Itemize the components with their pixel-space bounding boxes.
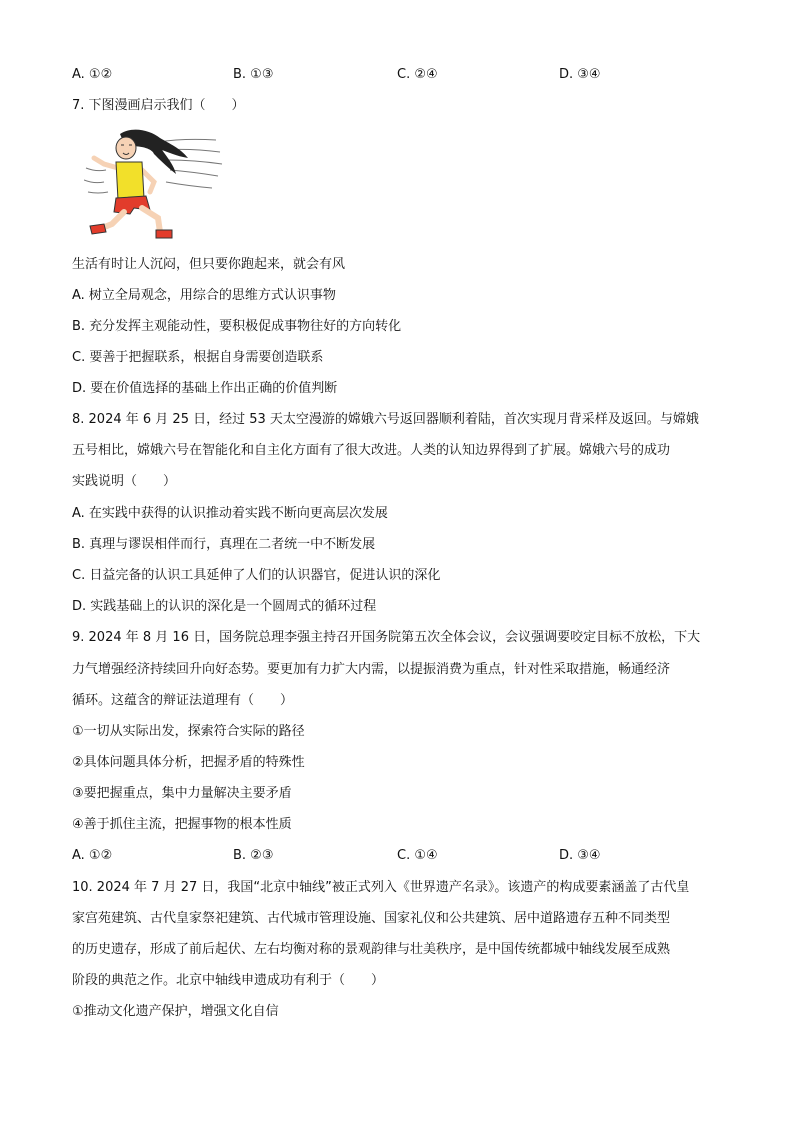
q9-stem-line-3: 循环。这蕴含的辩证法道理有（ ） — [72, 693, 294, 708]
q8-option-c: C. 日益完备的认识工具延伸了人们的认识器官，促进认识的深化 — [72, 568, 441, 583]
q6-options — [72, 66, 722, 84]
q8-option-a: A. 在实践中获得的认识推动着实践不断向更高层次发展 — [72, 506, 388, 521]
option-d: D. ③④ — [559, 67, 601, 82]
option-d: D. ③④ — [559, 848, 601, 863]
q8-stem-line-1: 8. 2024 年 6 月 25 日，经过 53 天太空漫游的嫦娥六号返回器顺利着陆，首次实现月背采样及返回。与嫦娥 — [72, 412, 699, 427]
q9-stem-line-2: 力气增强经济持续回升向好态势。要更加有力扩大内需，以提振消费为重点，针对性采取措施，畅通经济 — [72, 662, 671, 677]
option-a: A. ①② — [72, 67, 113, 82]
q7-caption: 生活有时让人沉闷，但只要你跑起来，就会有风 — [72, 257, 346, 272]
q9-statement-2: ②具体问题具体分析，把握矛盾的特殊性 — [72, 755, 305, 770]
q9-stem-line-1: 9. 2024 年 8 月 16 日，国务院总理李强主持召开国务院第五次全体会议，会议强调要咬定目标不放松，下大 — [72, 630, 701, 645]
q9-statement-4: ④善于抓住主流，把握事物的根本性质 — [72, 817, 292, 832]
q10-statement-1: ①推动文化遗产保护，增强文化自信 — [72, 1004, 279, 1019]
q7-stem: 7. 下图漫画启示我们（ ） — [72, 98, 245, 113]
q8-option-b: B. 真理与谬误相伴而行，真理在二者统一中不断发展 — [72, 537, 376, 552]
q9-statement-1: ①一切从实际出发，探索符合实际的路径 — [72, 724, 305, 739]
q9-statement-3: ③要把握重点，集中力量解决主要矛盾 — [72, 786, 292, 801]
option-b: B. ①③ — [233, 67, 274, 82]
running-woman-cartoon-icon — [84, 128, 224, 240]
q7-option-b: B. 充分发挥主观能动性，要积极促成事物往好的方向转化 — [72, 319, 402, 334]
option-c: C. ①④ — [397, 848, 438, 863]
q8-option-d: D. 实践基础上的认识的深化是一个圆周式的循环过程 — [72, 599, 377, 614]
q10-stem-line-1: 10. 2024 年 7 月 27 日，我国“北京中轴线”被正式列入《世界遗产名录》。该遗产的构成要素涵盖了古代皇 — [72, 880, 690, 895]
option-c: C. ②④ — [397, 67, 438, 82]
q7-option-d: D. 要在价值选择的基础上作出正确的价值判断 — [72, 381, 338, 396]
option-a: A. ①② — [72, 848, 113, 863]
q7-option-a: A. 树立全局观念，用综合的思维方式认识事物 — [72, 288, 336, 303]
q7-option-c: C. 要善于把握联系，根据自身需要创造联系 — [72, 350, 324, 365]
option-b: B. ②③ — [233, 848, 274, 863]
q9-options — [72, 847, 722, 865]
q10-stem-line-4: 阶段的典范之作。北京中轴线申遗成功有利于（ ） — [72, 973, 385, 988]
q10-stem-line-2: 家宫苑建筑、古代皇家祭祀建筑、古代城市管理设施、国家礼仪和公共建筑、居中道路遗存五种不同类型 — [72, 911, 671, 926]
q8-stem-line-2: 五号相比，嫦娥六号在智能化和自主化方面有了很大改进。人类的认知边界得到了扩展。嫦娥六号的成功 — [72, 443, 671, 458]
q8-stem-line-3: 实践说明（ ） — [72, 474, 177, 489]
q10-stem-line-3: 的历史遗存，形成了前后起伏、左右均衡对称的景观韵律与壮美秩序，是中国传统都城中轴线发展至成熟 — [72, 942, 671, 957]
